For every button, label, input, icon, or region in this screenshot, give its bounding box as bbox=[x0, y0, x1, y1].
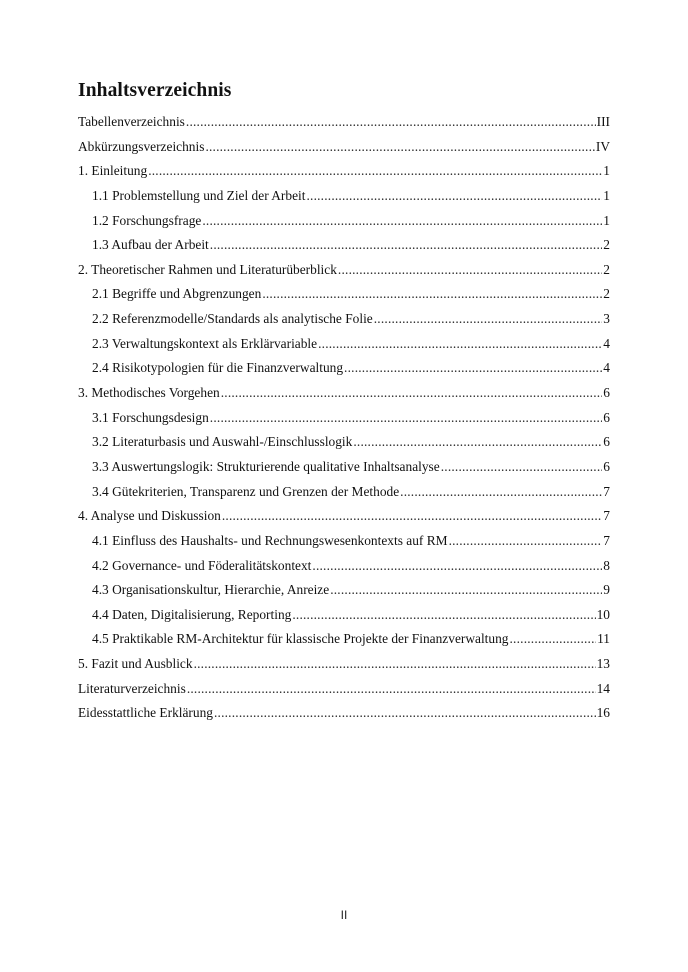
toc-entry-page-number[interactable]: 7 bbox=[603, 483, 610, 499]
toc-entry-label[interactable]: 3.4 Gütekriterien, Transparenz und Grenzen der Methode bbox=[92, 483, 400, 499]
toc-entry-label[interactable]: 3. Methodisches Vorgehen bbox=[78, 385, 220, 401]
toc-entry-label[interactable]: Abkürzungsverzeichnis bbox=[78, 138, 205, 154]
dot-leader bbox=[214, 701, 596, 726]
toc-entry-page-number[interactable]: 4 bbox=[603, 335, 610, 351]
toc-entry-label[interactable]: 5. Fazit und Ausblick bbox=[78, 656, 193, 672]
toc-entry-page-number[interactable]: 9 bbox=[603, 582, 610, 598]
toc-entry-page-number[interactable]: 13 bbox=[596, 656, 610, 672]
toc-entry[interactable] bbox=[78, 554, 610, 579]
toc-entry-label[interactable]: 4.4 Daten, Digitalisierung, Reporting bbox=[92, 606, 292, 622]
toc-entry-page-number[interactable]: 1 bbox=[603, 187, 610, 203]
toc-entry-page-number[interactable]: 8 bbox=[603, 557, 610, 573]
dot-leader bbox=[344, 356, 602, 381]
toc-entry-label[interactable]: 4. Analyse und Diskussion bbox=[78, 508, 221, 524]
dot-leader bbox=[202, 209, 602, 234]
toc-entry-label[interactable]: 4.3 Organisationskultur, Hierarchie, Anreize bbox=[92, 582, 330, 598]
toc-entry-page-number[interactable]: 2 bbox=[603, 286, 610, 302]
toc-entry-label[interactable]: 4.2 Governance- und Föderalitätskontext bbox=[92, 557, 312, 573]
toc-heading: Inhaltsverzeichnis bbox=[78, 80, 232, 101]
toc-entry-label[interactable]: 2.4 Risikotypologien für die Finanzverwaltung bbox=[92, 360, 344, 376]
dot-leader bbox=[318, 332, 602, 357]
toc-entry[interactable] bbox=[78, 677, 610, 702]
dot-leader bbox=[312, 554, 602, 579]
toc-entry[interactable] bbox=[78, 332, 610, 357]
dot-leader bbox=[306, 184, 602, 209]
toc-entry[interactable] bbox=[78, 480, 610, 505]
dot-leader bbox=[205, 135, 594, 160]
toc-entry[interactable] bbox=[78, 701, 610, 726]
toc-entry-page-number[interactable]: 10 bbox=[596, 606, 610, 622]
toc-entry-page-number[interactable]: 7 bbox=[603, 532, 610, 548]
dot-leader bbox=[292, 603, 595, 628]
dot-leader bbox=[221, 381, 603, 406]
page-number: II bbox=[340, 908, 348, 922]
toc-entry-label[interactable]: Eidesstattliche Erklärung bbox=[78, 705, 213, 721]
toc-entry[interactable] bbox=[78, 381, 610, 406]
toc-entry[interactable] bbox=[78, 455, 610, 480]
toc-entry-page-number[interactable]: 3 bbox=[603, 311, 610, 327]
dot-leader bbox=[210, 406, 603, 431]
toc-entry-label[interactable]: 2.1 Begriffe und Abgrenzungen bbox=[92, 286, 262, 302]
toc-entry[interactable] bbox=[78, 430, 610, 455]
toc-entry[interactable] bbox=[78, 578, 610, 603]
toc-entry[interactable] bbox=[78, 184, 610, 209]
toc-entry-page-number[interactable]: 1 bbox=[603, 212, 610, 228]
toc-entry-label[interactable]: 1.3 Aufbau der Arbeit bbox=[92, 237, 209, 253]
dot-leader bbox=[449, 529, 603, 554]
toc-entry-page-number[interactable]: 6 bbox=[603, 458, 610, 474]
toc-entry-label[interactable]: Tabellenverzeichnis bbox=[78, 114, 185, 129]
dot-leader bbox=[262, 282, 602, 307]
dot-leader bbox=[441, 455, 603, 480]
toc-entry-page-number[interactable]: 1 bbox=[603, 163, 610, 179]
toc-entry-label[interactable]: 1.2 Forschungsfrage bbox=[92, 212, 202, 228]
toc-entry-page-number[interactable]: 11 bbox=[597, 631, 610, 647]
toc-entry[interactable] bbox=[78, 159, 610, 184]
table-of-contents bbox=[78, 110, 610, 726]
dot-leader bbox=[148, 159, 602, 184]
toc-entry-page-number[interactable]: 2 bbox=[603, 261, 610, 277]
toc-entry-label[interactable]: 3.1 Forschungsdesign bbox=[92, 409, 209, 425]
toc-entry[interactable] bbox=[78, 603, 610, 628]
toc-entry-page-number[interactable]: 6 bbox=[603, 434, 610, 450]
dot-leader bbox=[210, 233, 603, 258]
toc-entry-label[interactable]: 2.3 Verwaltungskontext als Erklärvariable bbox=[92, 335, 318, 351]
dot-leader bbox=[194, 652, 596, 677]
toc-entry[interactable] bbox=[78, 504, 610, 529]
dot-leader bbox=[338, 258, 602, 283]
toc-entry[interactable] bbox=[78, 110, 610, 135]
toc-entry-label[interactable]: 2.2 Referenzmodelle/Standards als analytische Folie bbox=[92, 311, 373, 327]
toc-entry[interactable] bbox=[78, 356, 610, 381]
toc-entry[interactable] bbox=[78, 627, 610, 652]
dot-leader bbox=[187, 677, 596, 702]
dot-leader bbox=[330, 578, 602, 603]
toc-entry[interactable] bbox=[78, 652, 610, 677]
toc-entry-page-number[interactable]: 16 bbox=[596, 705, 610, 721]
toc-entry[interactable] bbox=[78, 209, 610, 234]
dot-leader bbox=[222, 504, 602, 529]
toc-entry[interactable] bbox=[78, 135, 610, 160]
toc-entry[interactable] bbox=[78, 307, 610, 332]
toc-entry[interactable] bbox=[78, 258, 610, 283]
toc-entry-page-number[interactable]: 6 bbox=[603, 385, 610, 401]
toc-entry-label[interactable]: 1. Einleitung bbox=[78, 163, 148, 179]
dot-leader bbox=[374, 307, 603, 332]
toc-entry-label[interactable]: 2. Theoretischer Rahmen und Literaturüberblick bbox=[78, 261, 337, 277]
toc-entry[interactable] bbox=[78, 233, 610, 258]
toc-entry-page-number[interactable]: 2 bbox=[603, 237, 610, 253]
toc-entry-page-number[interactable]: IV bbox=[595, 138, 610, 154]
toc-entry-page-number[interactable]: 4 bbox=[603, 360, 610, 376]
toc-entry-label[interactable]: Literaturverzeichnis bbox=[78, 680, 186, 696]
toc-entry-page-number[interactable]: 7 bbox=[603, 508, 610, 524]
toc-entry-label[interactable]: 4.5 Praktikable RM-Architektur für klassische Projekte der Finanzverwaltung bbox=[92, 631, 509, 647]
toc-entry-label[interactable]: 3.2 Literaturbasis und Auswahl-/Einschlusslogik bbox=[92, 434, 353, 450]
toc-entry[interactable] bbox=[78, 406, 610, 431]
toc-entry-page-number[interactable]: 14 bbox=[596, 680, 610, 696]
toc-entry-page-number[interactable]: 6 bbox=[603, 409, 610, 425]
toc-entry-label[interactable]: 4.1 Einfluss des Haushalts- und Rechnungswesenkontexts auf RM bbox=[92, 532, 448, 548]
toc-entry-label[interactable]: 3.3 Auswertungslogik: Strukturierende qualitative Inhaltsanalyse bbox=[92, 458, 440, 474]
toc-entry[interactable] bbox=[78, 529, 610, 554]
dot-leader bbox=[186, 110, 596, 135]
dot-leader bbox=[353, 430, 602, 455]
toc-entry-page-number[interactable]: III bbox=[596, 114, 610, 129]
dot-leader bbox=[510, 627, 597, 652]
toc-entry[interactable] bbox=[78, 282, 610, 307]
dot-leader bbox=[400, 480, 602, 505]
toc-entry-label[interactable]: 1.1 Problemstellung und Ziel der Arbeit bbox=[92, 187, 306, 203]
